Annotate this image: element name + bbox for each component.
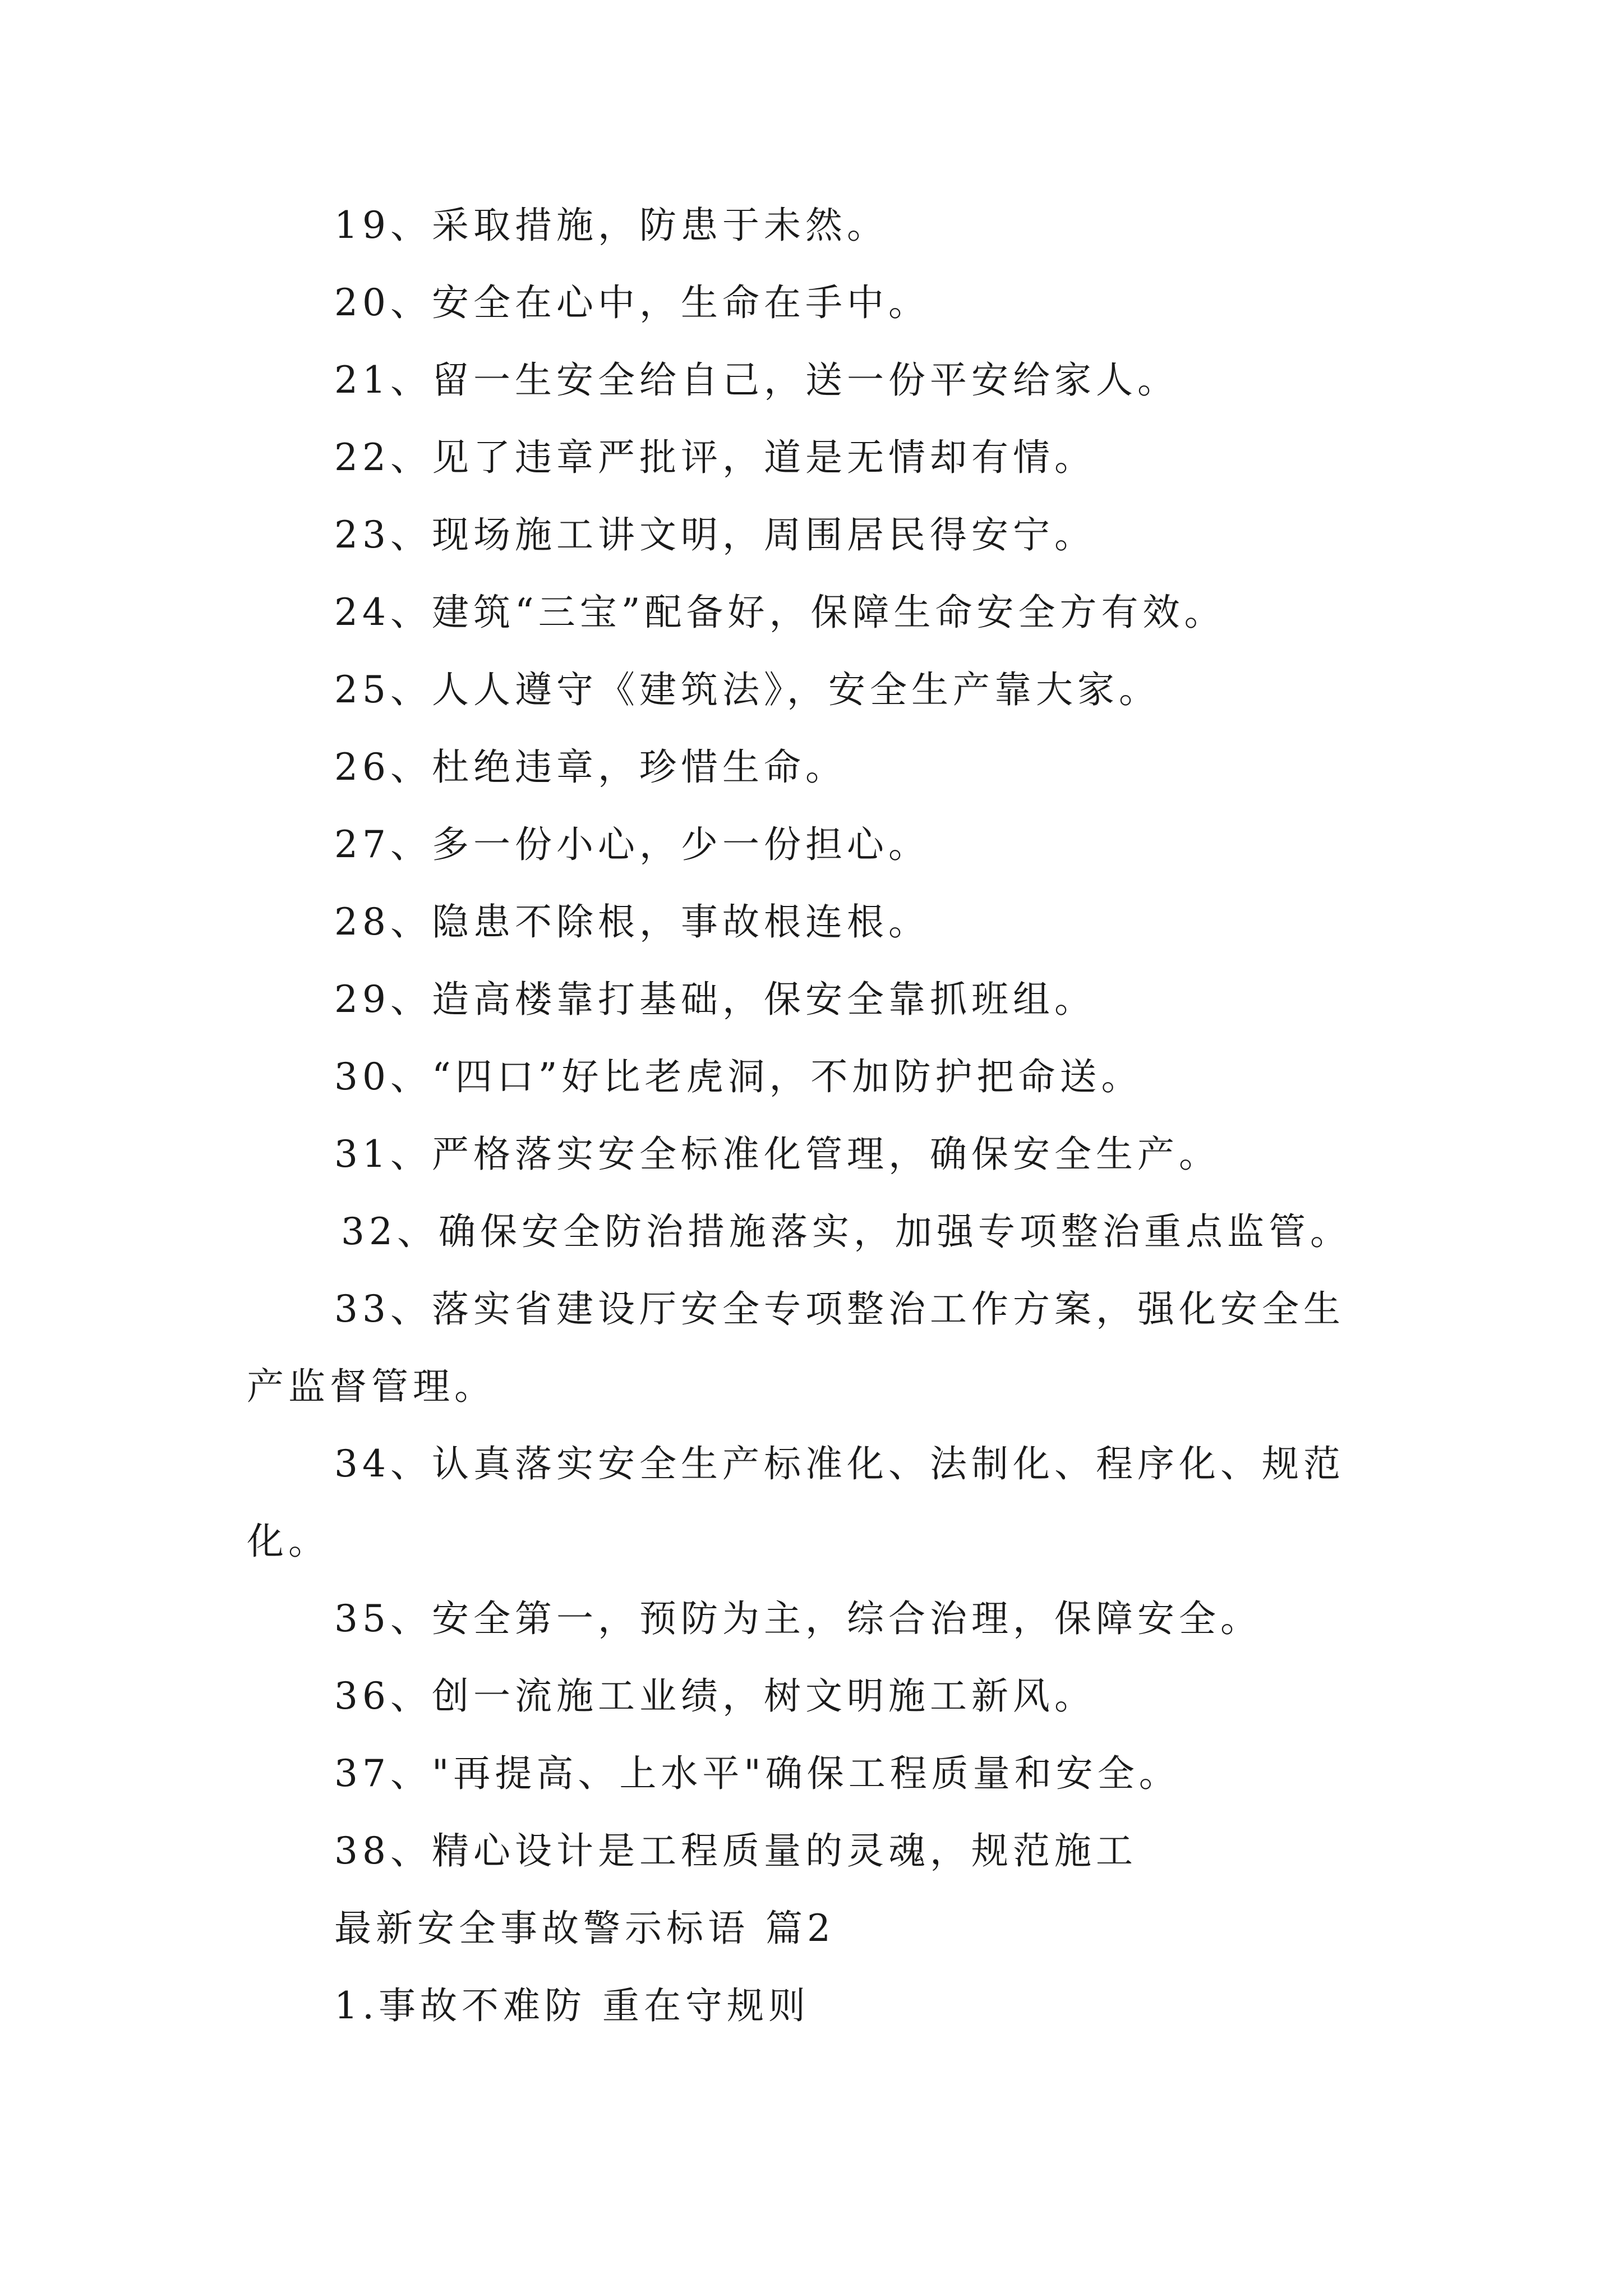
section-heading: 最新安全事故警示标语 篇2: [334, 1907, 835, 1950]
slogan-33-continued: 产监督管理。: [247, 1365, 496, 1408]
slogan-28: 28、隐患不除根，事故根连根。: [334, 900, 930, 944]
slogan-21: 21、留一生安全给自己，送一份平安给家人。: [334, 358, 1179, 402]
slogan-36: 36、创一流施工业绩，树文明施工新风。: [334, 1674, 1096, 1718]
slogan-22: 22、见了违章严批评，道是无情却有情。: [334, 436, 1096, 479]
slogan-34: 34、认真落实安全生产标准化、法制化、程序化、规范: [334, 1442, 1345, 1485]
slogan-27: 27、多一份小心，少一份担心。: [334, 823, 930, 866]
slogan-30: 30、“四口”好比老虎洞，不加防护把命送。: [334, 1055, 1143, 1098]
slogan-26: 26、杜绝违章，珍惜生命。: [334, 746, 847, 789]
section2-item-1: 1.事故不难防 重在守规则: [334, 1984, 810, 2027]
slogan-20: 20、安全在心中，生命在手中。: [334, 281, 930, 324]
slogan-37: 37、"再提高、上水平"确保工程质量和安全。: [334, 1752, 1181, 1795]
slogan-38: 38、精心设计是工程质量的灵魂，规范施工: [334, 1829, 1137, 1872]
slogan-32: 32、确保安全防治措施落实，加强专项整治重点监管。: [341, 1210, 1352, 1253]
slogan-25: 25、人人遵守《建筑法》，安全生产靠大家。: [334, 668, 1160, 711]
slogan-31: 31、严格落实安全标准化管理，确保安全生产。: [334, 1133, 1220, 1176]
slogan-24: 24、建筑“三宝”配备好，保障生命安全方有效。: [334, 591, 1226, 634]
slogan-19: 19、采取措施，防患于未然。: [334, 204, 888, 247]
slogan-23: 23、现场施工讲文明，周围居民得安宁。: [334, 513, 1096, 556]
slogan-29: 29、造高楼靠打基础，保安全靠抓班组。: [334, 978, 1096, 1021]
slogan-33: 33、落实省建设厅安全专项整治工作方案，强化安全生: [334, 1287, 1345, 1331]
slogan-34-continued: 化。: [247, 1520, 330, 1563]
slogan-35: 35、安全第一，预防为主，综合治理，保障安全。: [334, 1597, 1262, 1640]
